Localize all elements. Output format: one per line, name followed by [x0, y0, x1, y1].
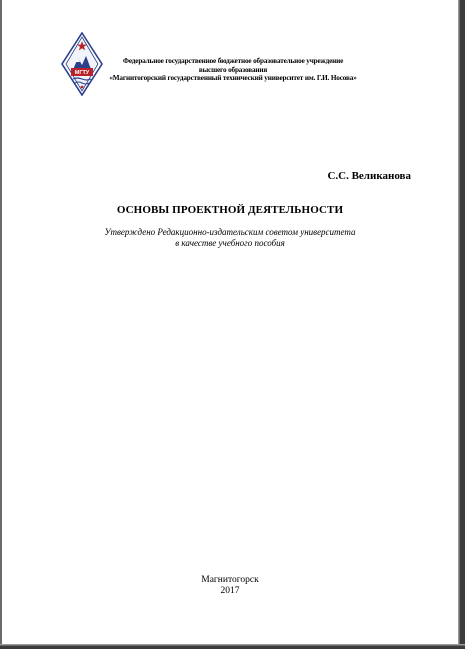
author-name: С.С. Великанова	[327, 170, 411, 182]
document-title: ОСНОВЫ ПРОЕКТНОЙ ДЕЯТЕЛЬНОСТИ	[116, 204, 344, 216]
title-page	[2, 0, 458, 644]
page-frame-bottom	[0, 644, 465, 649]
institution-line-1: Федеральное государственное бюджетное образовательное учреждение	[122, 57, 344, 65]
institution-line-3: «Магнитогорский государственный технический университет им. Г.И. Носова»	[109, 74, 357, 83]
page-frame-right	[458, 0, 465, 649]
publication-year: 2017	[220, 586, 240, 596]
institution-line-2: высшего образования	[198, 65, 268, 74]
institution-header	[102, 57, 364, 83]
svg-text:МГТУ: МГТУ	[74, 70, 90, 77]
approval-line-2: в качестве учебного пособия	[175, 238, 285, 248]
university-emblem-icon	[61, 32, 103, 96]
publication-city: Магнитогорск	[201, 575, 259, 585]
approval-line-1: Утверждено Редакционно-издательским советом университета	[104, 227, 356, 237]
approval-note	[2, 227, 458, 249]
page-frame-left	[0, 0, 2, 649]
